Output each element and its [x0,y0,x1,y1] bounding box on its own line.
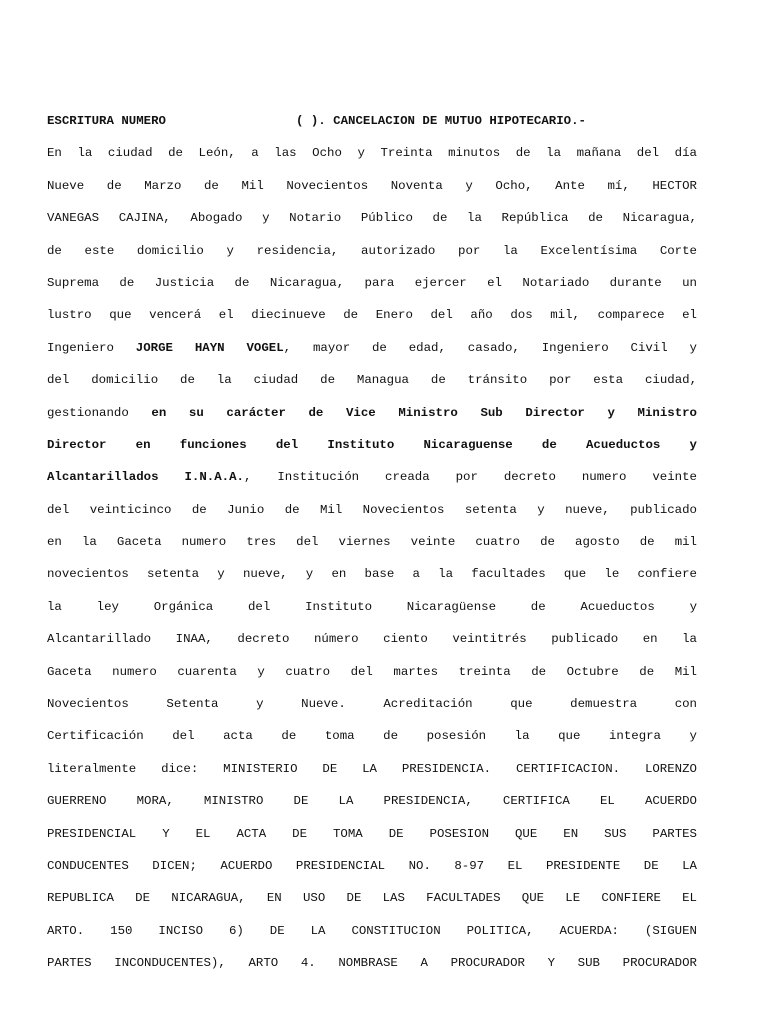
text-line [47,143,697,175]
text-segment: Gaceta numero cuarenta y cuatro del martes treinta de Octubre de Mil [47,664,697,679]
text-line [47,791,697,823]
text-line [47,856,697,888]
text-line [47,953,697,985]
text-line [47,759,697,791]
text-line [47,532,697,564]
text-line [47,370,697,402]
text-line [47,338,697,370]
text-line [47,726,697,758]
bold-text-segment: Alcantarillados I.N.A.A. [47,470,244,485]
text-line [47,564,697,596]
text-segment: , Institución creada por decreto numero veinte [243,470,697,485]
text-line [47,208,697,240]
text-segment: GUERRENO MORA, MINISTRO DE LA PRESIDENCIA, CERTIFICA EL ACUERDO [47,794,697,809]
text-segment: novecientos setenta y nueve, y en base a la facultades que le confiere [47,567,697,582]
text-segment: ARTO. 150 INCISO 6) DE LA CONSTITUCION POLITICA, ACUERDA: (SIGUEN [47,923,697,938]
document-title: CANCELACION DE MUTUO HIPOTECARIO.- [333,114,586,128]
text-segment: gestionando [47,405,152,420]
text-line [47,176,697,208]
document-page [47,111,697,986]
text-segment: Certificación del acta de toma de posesión la que integra y [47,729,697,744]
text-segment: Novecientos Setenta y Nueve. Acreditación que demuestra con [47,697,697,712]
text-line [47,403,697,435]
bold-text-segment: Director en funciones del Instituto Nicaraguense de Acueductos y [47,437,697,452]
text-line [47,435,697,467]
bold-text-segment: JORGE HAYN VOGEL [135,340,284,355]
document-heading [47,111,697,143]
text-line [47,273,697,305]
text-line [47,467,697,499]
text-segment: la ley Orgánica del Instituto Nicaragüense de Acueductos y [47,599,697,614]
text-segment: en la Gaceta numero tres del viernes veinte cuatro de agosto de mil [47,535,697,550]
text-segment: VANEGAS CAJINA, Abogado y Notario Público de la República de Nicaragua, [47,211,697,226]
text-line [47,694,697,726]
text-line [47,597,697,629]
text-segment: del veinticinco de Junio de Mil Novecientos setenta y nueve, publicado [47,502,697,517]
text-segment: PARTES INCONDUCENTES), ARTO 4. NOMBRASE A PROCURADOR Y SUB PROCURADOR [47,956,697,971]
text-line [47,305,697,337]
text-segment: de este domicilio y residencia, autorizado por la Excelentísima Corte [47,243,697,258]
text-segment: En la ciudad de León, a las Ocho y Treinta minutos de la mañana del día [47,146,697,161]
text-line [47,241,697,273]
bold-text-segment: en su carácter de Vice Ministro Sub Director y Ministro [151,405,697,420]
text-line [47,824,697,856]
text-segment: Alcantarillado INAA, decreto número ciento veintitrés publicado en la [47,632,697,647]
text-line [47,888,697,920]
text-segment: CONDUCENTES DICEN; ACUERDO PRESIDENCIAL NO. 8-97 EL PRESIDENTE DE LA [47,858,697,873]
text-segment: PRESIDENCIAL Y EL ACTA DE TOMA DE POSESION QUE EN SUS PARTES [47,826,697,841]
escritura-number-blank: ( ). [295,114,326,128]
document-body [47,143,697,985]
text-segment: Nueve de Marzo de Mil Novecientos Noventa y Ocho, Ante mí, HECTOR [47,178,697,193]
text-segment: REPUBLICA DE NICARAGUA, EN USO DE LAS FACULTADES QUE LE CONFIERE EL [47,891,697,906]
text-segment: , mayor de edad, casado, Ingeniero Civil y [283,340,697,355]
escritura-number-label: ESCRITURA NUMERO [47,114,166,128]
text-segment: Ingeniero [47,340,136,355]
text-segment: Suprema de Justicia de Nicaragua, para ejercer el Notariado durante un [47,275,697,290]
text-line [47,629,697,661]
text-line [47,500,697,532]
text-segment: lustro que vencerá el diecinueve de Enero del año dos mil, comparece el [47,308,697,323]
text-line [47,662,697,694]
text-segment: del domicilio de la ciudad de Managua de tránsito por esta ciudad, [47,373,697,388]
text-line [47,921,697,953]
text-segment: literalmente dice: MINISTERIO DE LA PRESIDENCIA. CERTIFICACION. LORENZO [47,761,697,776]
